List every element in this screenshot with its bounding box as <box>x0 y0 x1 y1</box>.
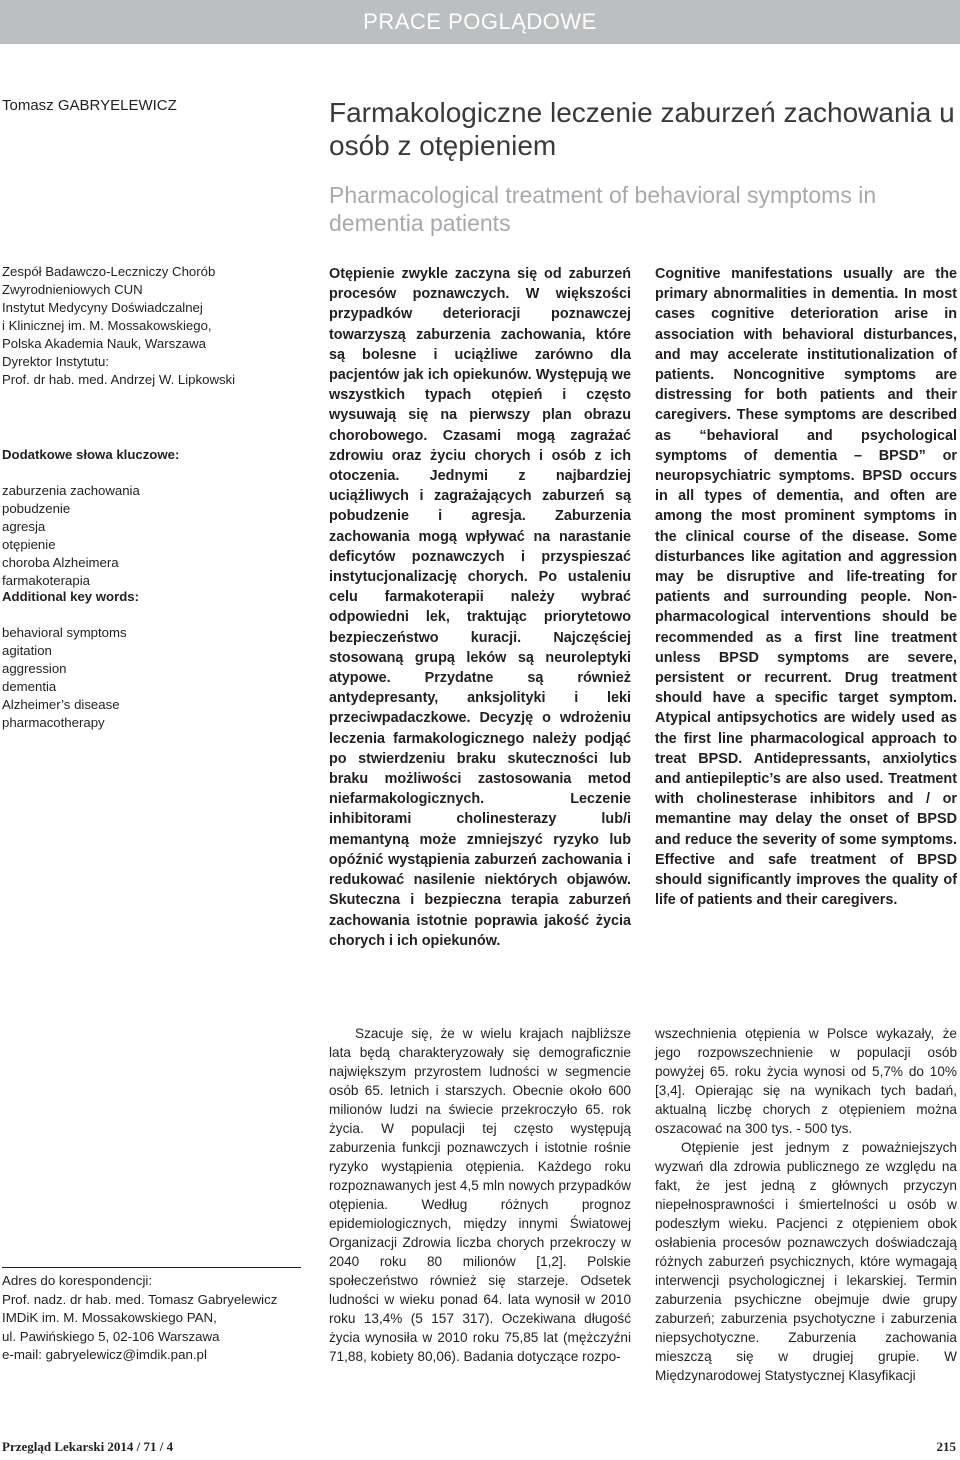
abstract-english: Cognitive manifestations usually are the primary abnormalities in dementia. In most cases cognitive deterioration arise in association with behavioral disturbances, and may accelerate institutionalization of patients. Noncognitive symptoms are distressing for both patients and their caregivers. These symptoms are described as “behavioral and psychological symptoms of dementia – BPSD” or neuropsychiatric symptoms. BPSD occurs in all types of dementia, and often are among the most prominent symptoms in the clinical course of the disease. Some disturbances like agitation and aggression may be disruptive and life-treating for patients and surrounding people. Non-pharmacological interventions should be recommended as a first line treatment unless BPSD symptoms are severe, persistent or recurrent. Drug treatment should have a specific target symptom. Atypical antipsychotics are widely used as the first line pharmacological approach to treat BPSD. Antidepressants, anxiolytics and antiepileptic’s are also used. Treatment with cholinesterase inhibitors and / or memantine may delay the onset of BPSD and reduce the severity of some symptoms. Effective and safe treatment of BPSD should significantly improves the quality of life of patients and their caregivers. <box>655 266 957 909</box>
keywords-polish-list: zaburzenia zachowania pobudzenie agresja otępienie choroba Alzheimera farmakoterapia <box>2 483 140 588</box>
article-title: Farmakologiczne leczenie zaburzeń zachowania u osób z otępieniem <box>329 97 955 161</box>
keywords-english <box>2 570 139 750</box>
abstract-polish: Otępienie zwykle zaczyna się od zaburzeń procesów poznawczych. W większości przypadków deterioracji poznawczej towarzyszą zaburzenia zachowania, które są bolesne i uciążliwe zarówno dla pacjentów jak ich opiekunów. Występują we wszystkich typach otępień i często wysuwają się na pierwszy plan obrazu chorobowego. Czasami mogą zagrażać zdrowiu oraz życiu chorych i osób z ich otoczenia. Jednymi z najbardziej uciążliwych i zagrażających zaburzeń są pobudzenie i agresja. Zaburzenia zachowania mogą wpływać na narastanie deficytów poznawczych i przyspieszać instytucjonalizację chorych. Po ustaleniu celu farmakoterapii należy wybrać odpowiedni lek, traktując priorytetowo bezpieczeństwo kuracji. Najczęściej stosowaną grupą leków są neuroleptyki atypowe. Przydatne są również antydepresanty, anksjolityki i leki przeciwpadaczkowe. Decyzję o wdrożeniu leczenia farmakologicznego należy podjąć po stwierdzeniu braku skuteczności lub braku możliwości zastosowania metod niefarmakologicznych. Leczenie inhibitorami cholinesterazy lub/i memantyną może zmniejszyć ryzyko lub opóźnić wystąpienia zaburzeń zachowania i redukować nasilenie niektórych objawów. Skuteczna i bezpieczna terapia zaburzeń zachowania istotnie poprawia jakość życia chorych i ich opiekunów. <box>329 266 631 949</box>
keywords-polish-heading: Dodatkowe słowa kluczowe: <box>2 447 180 462</box>
section-banner: PRACE POGLĄDOWE <box>0 0 960 44</box>
article-subtitle-english: Pharmacological treatment of behavioral symptoms in dementia patients <box>329 182 877 236</box>
page-number: 215 <box>936 1439 956 1454</box>
keywords-english-list: behavioral symptoms agitation aggression dementia Alzheimer’s disease pharmacotherapy <box>2 625 127 730</box>
body-paragraph: Szacuje się, że w wielu krajach najbliższe lata będą charakteryzowały się demograficznie największym przyrostem ludności w segmencie osób 65. letnich i starszych. Obecnie około 600 milionów ludzi na świecie przekroczyło 65. rok życia. W populacji tej często występują zaburzenia funkcji poznawczych i istotnie rośnie ryzyko wystąpienia otępienia. Każdego roku rozpoznawanych jest 4,5 mln nowych przypadków otępienia. Według różnych prognoz epidemiologicznych, między innymi Światowej Organizacji Zdrowia liczba chorych przekroczy w 2040 roku 80 milionów [1,2]. Polskie społeczeństwo również się starzeje. Odsetek ludności w wieku ponad 64. lata wynosił w 2010 roku 13,4% (5 157 317). Oczekiwana długość życia wynosiła w 2010 roku 75,85 lat (mężczyźni 71,88, kobiety 80,06). Badania dotyczące rozpo- <box>329 1026 631 1364</box>
body-column-right <box>655 1024 957 1385</box>
author-name: Tomasz GABRYELEWICZ <box>2 97 177 114</box>
journal-footer: Przegląd Lekarski 2014 / 71 / 4 <box>2 1439 174 1454</box>
correspondence-address: Adres do korespondencji: Prof. nadz. dr hab. med. Tomasz Gabryelewicz IMDiK im. M. Mossakowskiego PAN, ul. Pawińskiego 5, 02-106 Warszawa e-mail: gabryelewicz@imdik.pan.pl <box>2 1273 278 1362</box>
body-paragraph: Otępienie jest jednym z poważniejszych wyzwań dla zdrowia publicznego ze względu na fakt, że jest jedną z głównych przyczyn niepełnosprawności i śmiertelności u osób w podeszłym wieku. Pacjenci z otępieniem obok osłabienia procesów poznawczych doświadczają różnych zaburzeń psychicznych, które wymagają interwencji psychologicznej i lekarskiej. Termin zaburzenia psychiczne obejmuje dwie grupy zaburzeń; zaburzenia psychotyczne i zaburzenia niepsychotyczne. Zaburzenia zachowania mieszczą się w drugiej grupie. W Międzynarodowej Statystycznej Klasyfikacji <box>655 1140 957 1383</box>
keywords-english-heading: Additional key words: <box>2 589 140 604</box>
body-paragraph: wszechnienia otępienia w Polsce wykazały, że jego rozpowszechnienie w populacji osób powyżej 65. roku życia wynosi od 5,7% do 10% [3,4]. Opierając się na wynikach tych badań, aktualną liczbę chorych z otępieniem można oszacować na 300 tys. - 500 tys. <box>655 1026 957 1136</box>
correspondence-divider <box>2 1267 301 1268</box>
affiliation: Zespół Badawczo-Leczniczy Chorób Zwyrodnieniowych CUN Instytut Medycyny Doświadczalnej i Klinicznej im. M. Mossakowskiego, Polska Akademia Nauk, Warszawa Dyrektor Instytutu: Prof. dr hab. med. Andrzej W. Lipkowski <box>2 264 236 387</box>
body-column-middle <box>329 1024 631 1366</box>
